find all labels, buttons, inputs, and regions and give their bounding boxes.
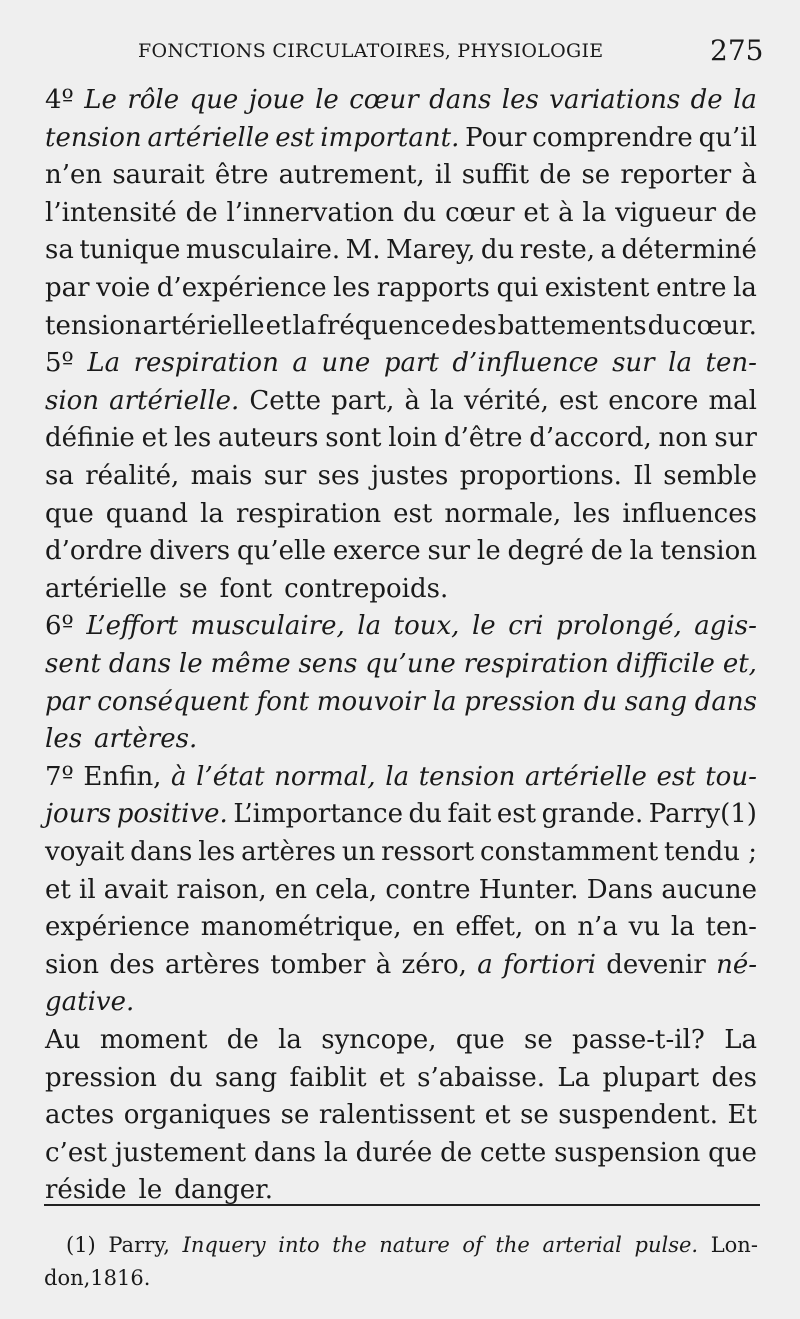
text-line bbox=[45, 1132, 757, 1174]
word: 6º bbox=[45, 611, 74, 642]
word: reste, bbox=[519, 235, 596, 266]
word: les bbox=[45, 724, 83, 755]
word: dans bbox=[253, 1137, 317, 1168]
word: le bbox=[476, 536, 501, 567]
word: organiques bbox=[123, 1100, 272, 1131]
word: divers bbox=[149, 536, 231, 567]
word: être bbox=[214, 160, 269, 191]
word: difficile bbox=[616, 649, 715, 679]
word: Pour bbox=[465, 122, 527, 153]
word: Marey, bbox=[385, 235, 476, 266]
word: of bbox=[462, 1233, 483, 1257]
word: un bbox=[341, 837, 376, 867]
word: faiblit bbox=[289, 1062, 367, 1093]
word: L’effort bbox=[86, 611, 178, 642]
word: on bbox=[534, 912, 567, 943]
word: nature bbox=[379, 1233, 450, 1257]
word: d’accord, bbox=[529, 423, 652, 454]
word: raison, bbox=[176, 874, 267, 905]
word: artérielle bbox=[45, 573, 167, 604]
word: le bbox=[178, 649, 203, 679]
word: ten- bbox=[705, 348, 757, 379]
word: the bbox=[332, 1233, 367, 1257]
word: le bbox=[471, 611, 496, 642]
word: le bbox=[315, 85, 339, 115]
text-line bbox=[45, 305, 757, 347]
word: constamment bbox=[480, 837, 659, 867]
word: et, bbox=[722, 649, 757, 679]
word: la bbox=[324, 1137, 348, 1168]
word: sa bbox=[45, 235, 74, 266]
word: mal bbox=[708, 385, 757, 416]
word: 4º bbox=[45, 85, 74, 115]
word: par bbox=[45, 273, 90, 303]
word: La bbox=[87, 348, 121, 379]
word: 7º bbox=[45, 761, 74, 792]
text-line bbox=[45, 1019, 757, 1061]
word: encore bbox=[608, 385, 699, 416]
word: grande. bbox=[541, 799, 644, 830]
word: Parry(1) bbox=[648, 799, 757, 830]
word: mouvoir bbox=[316, 686, 425, 717]
word: loin bbox=[388, 423, 438, 454]
text-line bbox=[45, 79, 757, 121]
word: pulse. bbox=[634, 1233, 699, 1257]
word: sang bbox=[624, 686, 687, 717]
text-line bbox=[45, 793, 757, 835]
word: la bbox=[668, 348, 692, 379]
word: non bbox=[658, 423, 708, 454]
word: sion bbox=[45, 949, 100, 980]
word: fréquence bbox=[317, 310, 451, 341]
word: battements bbox=[497, 310, 647, 341]
word: sens bbox=[298, 649, 358, 679]
word: et bbox=[484, 1100, 511, 1131]
word: Au bbox=[45, 1025, 81, 1055]
word: réalité, bbox=[85, 461, 180, 491]
word: don, bbox=[44, 1266, 91, 1290]
word: respiration bbox=[463, 649, 609, 679]
word: positive. bbox=[116, 799, 228, 830]
word: a bbox=[477, 949, 493, 980]
word: prolongé, bbox=[556, 611, 682, 642]
word: et bbox=[265, 310, 292, 341]
word: suspension bbox=[554, 1137, 701, 1168]
word: mais bbox=[190, 461, 253, 491]
word: cri bbox=[508, 611, 544, 642]
text-line bbox=[45, 643, 757, 685]
word: sur bbox=[263, 461, 307, 491]
text-line bbox=[45, 117, 757, 159]
word: part bbox=[383, 348, 439, 379]
word: 1816. bbox=[90, 1266, 151, 1290]
word: artères bbox=[241, 837, 336, 867]
word: jours bbox=[45, 799, 112, 830]
word: le bbox=[138, 1175, 163, 1206]
footnote-rule bbox=[44, 1204, 760, 1206]
word: et bbox=[523, 197, 550, 228]
text-line bbox=[45, 831, 757, 873]
word: qu’elle bbox=[236, 536, 327, 567]
word: qu’une bbox=[365, 649, 456, 679]
word: de bbox=[539, 160, 572, 191]
word: des bbox=[451, 310, 497, 341]
word: se bbox=[523, 1025, 553, 1055]
word: n’en bbox=[45, 160, 103, 191]
word: dans bbox=[130, 837, 193, 867]
word: auteurs bbox=[217, 423, 319, 454]
text-line bbox=[45, 568, 757, 610]
running-title: FONCTIONS CIRCULATOIRES, PHYSIOLOGIE bbox=[138, 40, 604, 62]
text-line bbox=[45, 944, 757, 986]
word: Il bbox=[633, 461, 652, 491]
word: les bbox=[174, 423, 212, 454]
word: moment bbox=[99, 1025, 208, 1055]
word: Cette bbox=[249, 385, 321, 416]
word: a bbox=[600, 235, 617, 266]
word: quand bbox=[105, 498, 189, 529]
word: expérience bbox=[45, 912, 190, 943]
word: cœur bbox=[445, 197, 515, 228]
word: n’a bbox=[577, 912, 618, 943]
word: normal, bbox=[274, 761, 376, 792]
word: qu’il bbox=[698, 122, 757, 153]
word: de bbox=[590, 536, 623, 567]
word: déterminé bbox=[621, 235, 757, 266]
word: l’état bbox=[196, 761, 265, 792]
word: aucune bbox=[661, 874, 757, 905]
text-line bbox=[45, 267, 757, 309]
word: voie bbox=[96, 273, 151, 303]
word: pression bbox=[45, 1062, 157, 1093]
word: se bbox=[581, 160, 611, 191]
word: toux, bbox=[393, 611, 460, 642]
word: tou- bbox=[705, 761, 757, 792]
word: du bbox=[647, 310, 682, 341]
word: du bbox=[583, 686, 618, 717]
text-line bbox=[45, 229, 757, 271]
text-line bbox=[45, 192, 757, 234]
word: et bbox=[45, 874, 71, 905]
word: dans bbox=[429, 85, 492, 115]
word: semble bbox=[663, 461, 757, 491]
word: musculaire, bbox=[190, 611, 345, 642]
word: tension bbox=[660, 536, 757, 567]
word: que bbox=[455, 1025, 505, 1055]
word: reporter bbox=[620, 160, 732, 191]
word: ralentissent bbox=[318, 1100, 476, 1131]
word: contre bbox=[385, 874, 471, 905]
text-line bbox=[45, 1094, 757, 1136]
word: tension bbox=[45, 122, 142, 153]
word: à bbox=[404, 385, 420, 416]
word: à bbox=[558, 197, 574, 228]
word: influences bbox=[622, 498, 757, 529]
word: justement bbox=[114, 1137, 247, 1168]
word: voyait bbox=[45, 837, 125, 867]
word: contrepoids. bbox=[284, 573, 449, 604]
text-line bbox=[45, 756, 757, 798]
word: la bbox=[733, 273, 757, 303]
word: suspendent. bbox=[558, 1100, 718, 1131]
word: est bbox=[496, 799, 537, 830]
word: sa bbox=[45, 461, 74, 491]
word: d’ordre bbox=[45, 536, 143, 567]
word: se bbox=[178, 573, 208, 604]
text-line bbox=[45, 154, 757, 196]
word: à bbox=[375, 949, 392, 980]
word: existent bbox=[544, 273, 650, 303]
word: sent bbox=[45, 649, 101, 679]
word: des bbox=[711, 1062, 757, 1093]
word: tomber bbox=[270, 949, 366, 980]
word: artérielle bbox=[142, 310, 265, 341]
word: d’expérience bbox=[156, 273, 327, 303]
word: musculaire. bbox=[185, 235, 341, 266]
text-line bbox=[45, 718, 757, 760]
word: est bbox=[558, 385, 599, 416]
word: la bbox=[629, 536, 654, 567]
word: Parry, bbox=[108, 1233, 170, 1257]
word: cœur bbox=[349, 85, 419, 115]
word: de bbox=[440, 1137, 473, 1168]
word: artérielle. bbox=[109, 385, 240, 416]
word: la bbox=[200, 498, 224, 529]
word: variations bbox=[549, 85, 681, 115]
word: du bbox=[169, 1062, 203, 1093]
word: a bbox=[292, 348, 308, 379]
word: vérité, bbox=[463, 385, 549, 416]
word: Hunter. bbox=[478, 874, 579, 905]
word: que bbox=[189, 85, 239, 115]
word: proportions. bbox=[459, 461, 622, 491]
word: même bbox=[210, 649, 291, 679]
word: à bbox=[741, 160, 757, 191]
word: qui bbox=[496, 273, 539, 303]
word: les bbox=[501, 85, 539, 115]
text-line bbox=[45, 981, 757, 1023]
word: sion bbox=[45, 385, 100, 416]
word: exerce bbox=[332, 536, 421, 567]
word: né- bbox=[716, 949, 757, 980]
word: durée bbox=[355, 1137, 433, 1168]
word: plupart bbox=[602, 1062, 700, 1093]
word: d’être bbox=[443, 423, 523, 454]
word: danger. bbox=[174, 1175, 273, 1206]
word: vu bbox=[628, 912, 661, 943]
word: se bbox=[520, 1100, 549, 1131]
word: vigueur bbox=[615, 197, 717, 228]
word: la bbox=[733, 85, 757, 115]
word: fait bbox=[447, 799, 492, 830]
word: il bbox=[434, 160, 452, 191]
word: une bbox=[321, 348, 371, 379]
word: dans bbox=[108, 649, 172, 679]
word: l’intensité bbox=[45, 197, 177, 228]
word: autrement, bbox=[278, 160, 425, 191]
word: la bbox=[385, 761, 410, 792]
word: est bbox=[393, 498, 433, 529]
text-line bbox=[45, 1057, 757, 1099]
word: tunique bbox=[79, 235, 181, 266]
word: Et bbox=[727, 1100, 757, 1131]
word: Lon- bbox=[710, 1233, 758, 1257]
word: (1) bbox=[66, 1233, 96, 1257]
footnote-line bbox=[66, 1228, 758, 1262]
text-line bbox=[45, 681, 757, 723]
word: tension bbox=[418, 761, 516, 792]
word: 5º bbox=[45, 348, 74, 379]
word: comprendre bbox=[532, 122, 693, 153]
page-number: 275 bbox=[710, 34, 764, 67]
word: et bbox=[141, 423, 168, 454]
word: artérielle bbox=[524, 761, 647, 792]
word: justes bbox=[371, 461, 449, 491]
word: font bbox=[256, 686, 310, 717]
text-line bbox=[45, 906, 757, 948]
text-line bbox=[45, 530, 757, 572]
word: avait bbox=[103, 874, 169, 905]
word: entre bbox=[656, 273, 727, 303]
word: arterial bbox=[542, 1233, 622, 1257]
footnote-line bbox=[44, 1261, 736, 1295]
word: M. bbox=[345, 235, 381, 266]
word: du bbox=[480, 235, 515, 266]
word: les bbox=[198, 837, 236, 867]
word: devenir bbox=[606, 949, 706, 980]
word: gative. bbox=[45, 987, 135, 1018]
word: ressort bbox=[381, 837, 475, 867]
word: les bbox=[333, 273, 371, 303]
word: d’influence bbox=[452, 348, 599, 379]
word: suffit bbox=[461, 160, 530, 191]
word: la bbox=[278, 1025, 302, 1055]
text-line bbox=[45, 455, 757, 497]
word: est bbox=[656, 761, 696, 792]
word: degré bbox=[507, 536, 584, 567]
word: et bbox=[378, 1062, 405, 1093]
word: joue bbox=[248, 85, 305, 115]
word: Enfin, bbox=[83, 761, 162, 792]
word: sur bbox=[427, 536, 471, 567]
word: la bbox=[432, 686, 457, 717]
word: à bbox=[171, 761, 187, 792]
word: zéro, bbox=[401, 949, 467, 980]
word: font bbox=[219, 573, 273, 604]
text-line bbox=[45, 342, 757, 384]
word: sur bbox=[714, 423, 757, 454]
word: la bbox=[670, 912, 695, 943]
text-line bbox=[45, 493, 757, 535]
word: actes bbox=[45, 1100, 115, 1131]
word: Dans bbox=[586, 874, 654, 905]
word: s’abaisse. bbox=[417, 1062, 546, 1093]
word: cœur. bbox=[682, 310, 757, 341]
word: sur bbox=[612, 348, 655, 379]
word: artères bbox=[165, 949, 260, 980]
word: dans bbox=[694, 686, 757, 717]
word: de bbox=[185, 197, 218, 228]
word: du bbox=[402, 197, 437, 228]
word: les bbox=[573, 498, 611, 529]
word: Inquery bbox=[182, 1233, 266, 1257]
word: fortiori bbox=[503, 949, 596, 980]
word: cette bbox=[479, 1137, 547, 1168]
word: into bbox=[278, 1233, 320, 1257]
text-line bbox=[45, 605, 757, 647]
word: rapports bbox=[376, 273, 490, 303]
word: se bbox=[280, 1100, 310, 1131]
word: la bbox=[582, 197, 607, 228]
word: effet, bbox=[455, 912, 524, 943]
word: l’innervation bbox=[226, 197, 394, 228]
word: saurait bbox=[112, 160, 205, 191]
word: syncope, bbox=[321, 1025, 437, 1055]
word: c’est bbox=[45, 1137, 108, 1168]
word: La bbox=[724, 1025, 757, 1055]
word: artères. bbox=[94, 724, 198, 755]
word: normale, bbox=[444, 498, 562, 529]
word: Le bbox=[84, 85, 117, 115]
word: respiration bbox=[235, 498, 382, 529]
word: en bbox=[274, 874, 307, 905]
word: ses bbox=[317, 461, 360, 491]
word: de bbox=[724, 197, 757, 228]
word: la bbox=[292, 310, 317, 341]
word: part, bbox=[331, 385, 395, 416]
word: est bbox=[275, 122, 315, 153]
word: L’importance bbox=[233, 799, 403, 830]
word: il bbox=[79, 874, 96, 905]
word: la bbox=[357, 611, 382, 642]
word: rôle bbox=[127, 85, 180, 115]
word: tension bbox=[45, 310, 142, 341]
word: en bbox=[412, 912, 445, 943]
word: manométrique, bbox=[200, 912, 402, 943]
word: que bbox=[708, 1137, 757, 1168]
word: sont bbox=[325, 423, 382, 454]
word: de bbox=[690, 85, 723, 115]
word: La bbox=[557, 1062, 591, 1093]
word: important. bbox=[320, 122, 460, 153]
word: réside bbox=[45, 1175, 127, 1206]
word: cela, bbox=[315, 874, 378, 905]
word: the bbox=[495, 1233, 530, 1257]
word: ten- bbox=[705, 912, 757, 943]
word: définie bbox=[45, 423, 135, 454]
text-line bbox=[45, 417, 757, 459]
word: la bbox=[430, 385, 454, 416]
word: que bbox=[45, 498, 94, 529]
word: par bbox=[45, 686, 90, 717]
page-header bbox=[0, 30, 800, 70]
word: du bbox=[408, 799, 442, 830]
word: passe-t-il? bbox=[572, 1025, 705, 1055]
word: pression bbox=[464, 686, 576, 717]
word: agis- bbox=[694, 611, 757, 642]
word: sang bbox=[214, 1062, 278, 1093]
text-line bbox=[45, 869, 757, 911]
word: de bbox=[226, 1025, 259, 1055]
word: tendu ; bbox=[663, 837, 757, 867]
text-line bbox=[45, 380, 757, 422]
word: des bbox=[109, 949, 155, 980]
word: artérielle bbox=[147, 122, 270, 153]
word: respiration bbox=[133, 348, 279, 379]
word: conséquent bbox=[97, 686, 249, 717]
